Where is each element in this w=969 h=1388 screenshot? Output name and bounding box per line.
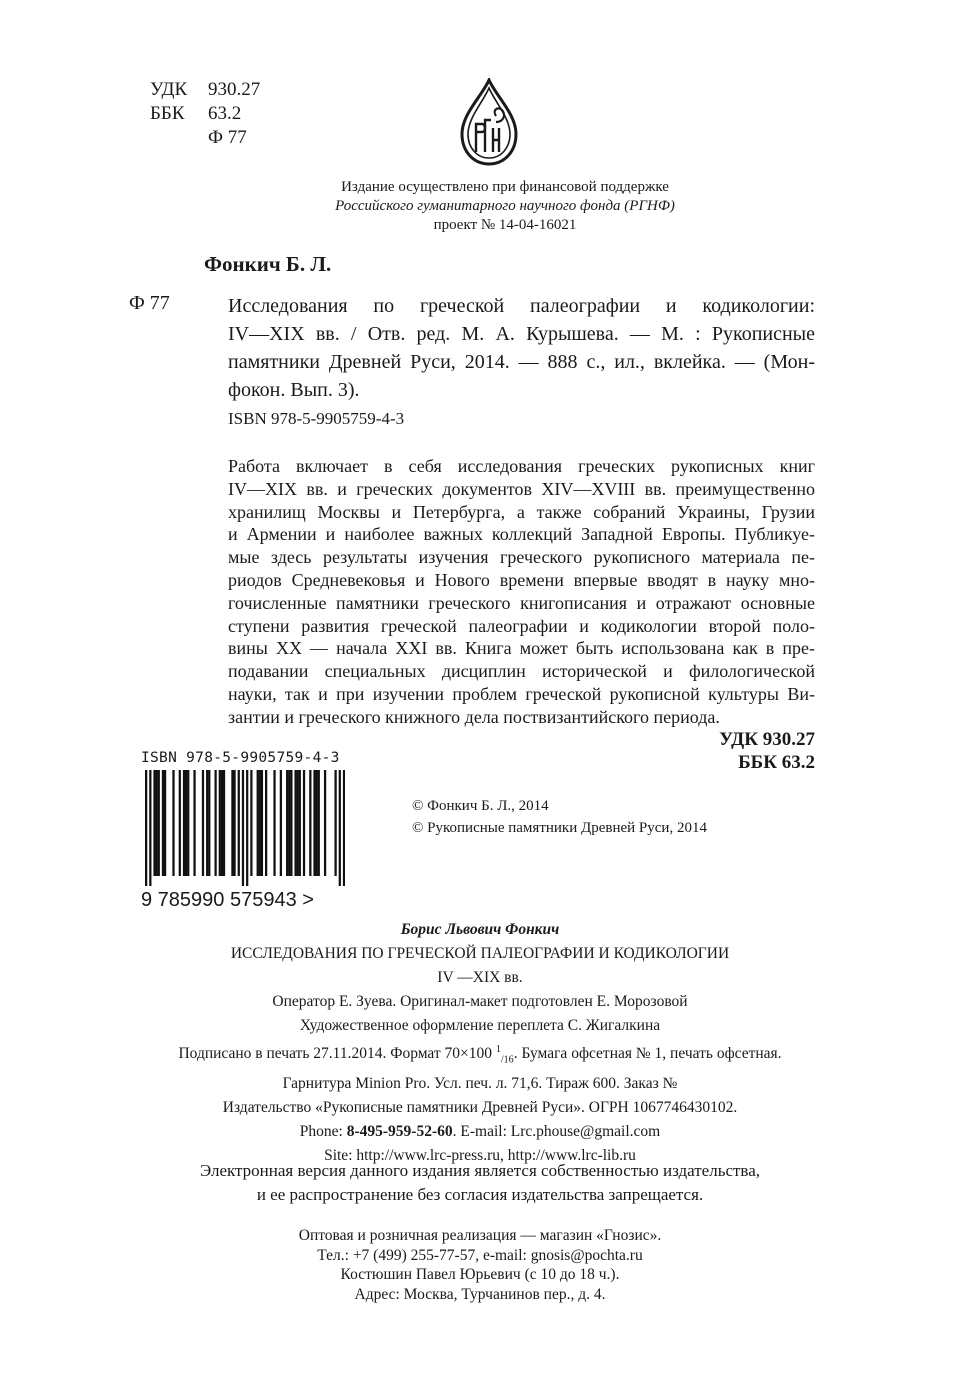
funding-project: проект № 14-04-16021 — [433, 217, 577, 233]
author-mark-row — [150, 126, 260, 150]
barcode-bar — [316, 770, 318, 876]
funding-line-2: Российского гуманитарного научного фонда (РГНФ) — [335, 198, 675, 214]
bibliographic-description — [228, 292, 815, 404]
barcode-bar — [202, 770, 204, 876]
notice-line-1: Электронная версия данного издания является собственностью издательства, — [199, 1161, 761, 1180]
shelf-mark: Ф 77 — [129, 292, 170, 314]
copyright-block — [412, 795, 707, 839]
bbk-label: ББК — [150, 103, 185, 124]
barcode-bar — [221, 770, 223, 876]
barcode-bar — [339, 770, 341, 886]
barcode-bar — [318, 770, 320, 876]
abstract-line: IV—XIX вв. и греческих документов XIV—XVIII вв. преимущественно — [228, 478, 815, 499]
barcode-bar — [303, 770, 305, 876]
barcode-isbn-text: ISBN 978-5-9905759-4-3 — [141, 750, 340, 766]
udk-label: УДК — [150, 79, 188, 100]
barcode-bar — [324, 770, 326, 876]
bib-line: памятники Древней Руси, 2014. — 888 с., ил., вклейка. — (Мон- — [228, 351, 815, 373]
barcode-bar — [193, 770, 195, 876]
barcode-bar — [219, 770, 221, 876]
copyright-publisher: © Рукописные памятники Древней Руси, 2014 — [412, 820, 707, 836]
bib-line: фокон. Вып. 3). — [228, 379, 360, 401]
abstract-line: науки, так и при изучении проблем греческой рукописной культуры Ви- — [228, 683, 815, 704]
colophon-publisher: Издательство «Рукописные памятники Древней Руси». ОГРН 1067746430102. — [222, 1099, 738, 1117]
barcode-bar — [162, 770, 164, 876]
isbn-line: ISBN 978-5-9905759-4-3 — [228, 409, 405, 428]
barcode-bar — [233, 770, 235, 876]
bbk-summary: ББК 63.2 — [738, 752, 815, 773]
barcode-bar — [158, 770, 160, 876]
distrib-contact: Костюшин Павел Юрьевич (с 10 до 18 ч.). — [340, 1266, 620, 1283]
barcode-bar — [343, 770, 345, 886]
barcode-bar — [164, 770, 166, 876]
abstract-line: риодов Средневековья и Нового времени впервые вводят в науку мно- — [228, 569, 815, 590]
notice-line-2: и ее распространение без согласия издательства запрещается. — [256, 1185, 704, 1204]
barcode-bar — [187, 770, 189, 876]
barcode-bar — [273, 770, 275, 876]
colophon-contacts: Phone: 8-495-959-52-60. E-mail: Lrc.phouse@gmail.com — [299, 1123, 661, 1141]
barcode-bar — [257, 770, 259, 876]
abstract-line: ступени развития греческой палеографии и кодикологии второй поло- — [228, 615, 815, 636]
barcode-bar — [290, 770, 292, 876]
barcode-bar — [156, 770, 158, 876]
author-mark: Ф 77 — [208, 127, 247, 148]
barcode-bar — [179, 770, 181, 876]
funding-line-1: Издание осуществлено при финансовой поддержке — [341, 179, 669, 195]
barcode-bar — [288, 770, 290, 876]
abstract-line: мые здесь результаты изучения греческого рукописного материала пе- — [228, 547, 815, 568]
barcode-bar — [265, 770, 267, 876]
colophon-period: IV —XIX вв. — [437, 969, 523, 986]
colophon-operator: Оператор Е. Зуева. Оригинал-макет подготовлен Е. Морозовой — [272, 993, 688, 1010]
barcode-bar — [261, 770, 263, 876]
colophon-typeface: Гарнитура Minion Pro. Усл. печ. л. 71,6. Тираж 600. Заказ № — [282, 1075, 678, 1093]
barcode-digits: 9 785990 575943 > — [141, 889, 314, 911]
distrib-shop: Оптовая и розничная реализация — магазин «Гнозис». — [298, 1227, 662, 1244]
classification-summary — [719, 728, 815, 774]
udk-value: 930.27 — [208, 79, 261, 100]
email: . E-mail: Lrc.phouse@gmail.com — [452, 1123, 661, 1141]
distribution-info — [180, 1226, 780, 1304]
colophon-site: Site: http://www.lrc-press.ru, http://www.lrc-lib.ru — [324, 1147, 636, 1165]
funding-statement — [250, 178, 760, 235]
barcode-bar — [286, 770, 288, 876]
barcode-bar — [172, 770, 174, 876]
abstract-line: и Армении и наиболее важных коллекций Западной Европы. Публикуе- — [228, 524, 815, 545]
author-heading: Фонкич Б. Л. — [204, 252, 332, 276]
abstract-line: Работа включает в себя исследования греческих рукописных книг — [228, 456, 815, 476]
phone-number: 8-495-959-52-60 — [346, 1123, 453, 1141]
barcode-bar — [206, 770, 208, 876]
barcode-bar — [242, 770, 244, 886]
barcode-bar — [313, 770, 315, 876]
abstract — [228, 455, 815, 729]
barcode-bar — [231, 770, 233, 876]
barcode-bar — [183, 770, 185, 876]
abstract-line: зантии и греческого книжного дела поствизантийского периода. — [228, 706, 720, 727]
udk-row — [150, 78, 260, 102]
classification-block — [150, 78, 260, 150]
barcode-bar — [334, 770, 336, 876]
barcode-bar — [149, 770, 151, 886]
bib-line: Исследования по греческой палеографии и кодикологии: — [228, 295, 815, 317]
distrib-phone: Тел.: +7 (499) 255-77-57, e-mail: gnosis@pochta.ru — [317, 1246, 643, 1264]
barcode-bar — [208, 770, 210, 876]
abstract-line: хранилищ Москвы и Петербурга, а также собраний Украины, Грузии — [228, 501, 815, 522]
barcode — [145, 770, 345, 891]
barcode-bar — [280, 770, 282, 876]
bbk-value: 63.2 — [208, 103, 242, 124]
colophon-title: ИССЛЕДОВАНИЯ ПО ГРЕЧЕСКОЙ ПАЛЕОГРАФИИ И КОДИКОЛОГИИ — [230, 945, 730, 962]
barcode-bar — [294, 770, 296, 876]
barcode-bar — [214, 770, 216, 876]
barcode-bars — [145, 770, 345, 886]
abstract-line: вины XX — начала XXI вв. Книга может быть использована как в пре- — [228, 638, 815, 659]
rgnf-logo-icon — [458, 78, 520, 168]
colophon — [130, 918, 830, 1168]
distrib-address: Адрес: Москва, Турчанинов пер., д. 4. — [354, 1285, 606, 1303]
barcode-bar — [246, 770, 248, 886]
barcode-bar — [299, 770, 301, 876]
copyright-author: © Фонкич Б. Л., 2014 — [412, 798, 549, 814]
barcode-bar — [259, 770, 261, 876]
barcode-bar — [250, 770, 252, 876]
barcode-bar — [309, 770, 311, 876]
udk-summary: УДК 930.27 — [719, 729, 815, 750]
barcode-bar — [297, 770, 299, 876]
abstract-line: подавании специальных дисциплин исторической и филологической — [228, 661, 815, 682]
colophon-print-info: Подписано в печать 27.11.2014. Формат 70×100 $^1_{/16}$. Бумага офсетная № 1, печать офсетная. — [178, 1044, 782, 1066]
abstract-line: гочисленные памятники греческого книгописания и отражают основные — [228, 592, 815, 613]
barcode-bar — [185, 770, 187, 876]
barcode-bar — [153, 770, 155, 876]
barcode-bar — [145, 770, 147, 886]
bbk-row — [150, 102, 260, 126]
barcode-bar — [238, 770, 240, 876]
bib-line: IV—XIX вв. / Отв. ред. М. А. Курышева. — М. : Рукописные — [228, 323, 815, 345]
barcode-bar — [223, 770, 225, 876]
colophon-cover-design: Художественное оформление переплета С. Жигалкина — [299, 1017, 661, 1034]
electronic-version-notice — [130, 1159, 830, 1207]
colophon-author: Борис Львович Фонкич — [400, 921, 560, 938]
